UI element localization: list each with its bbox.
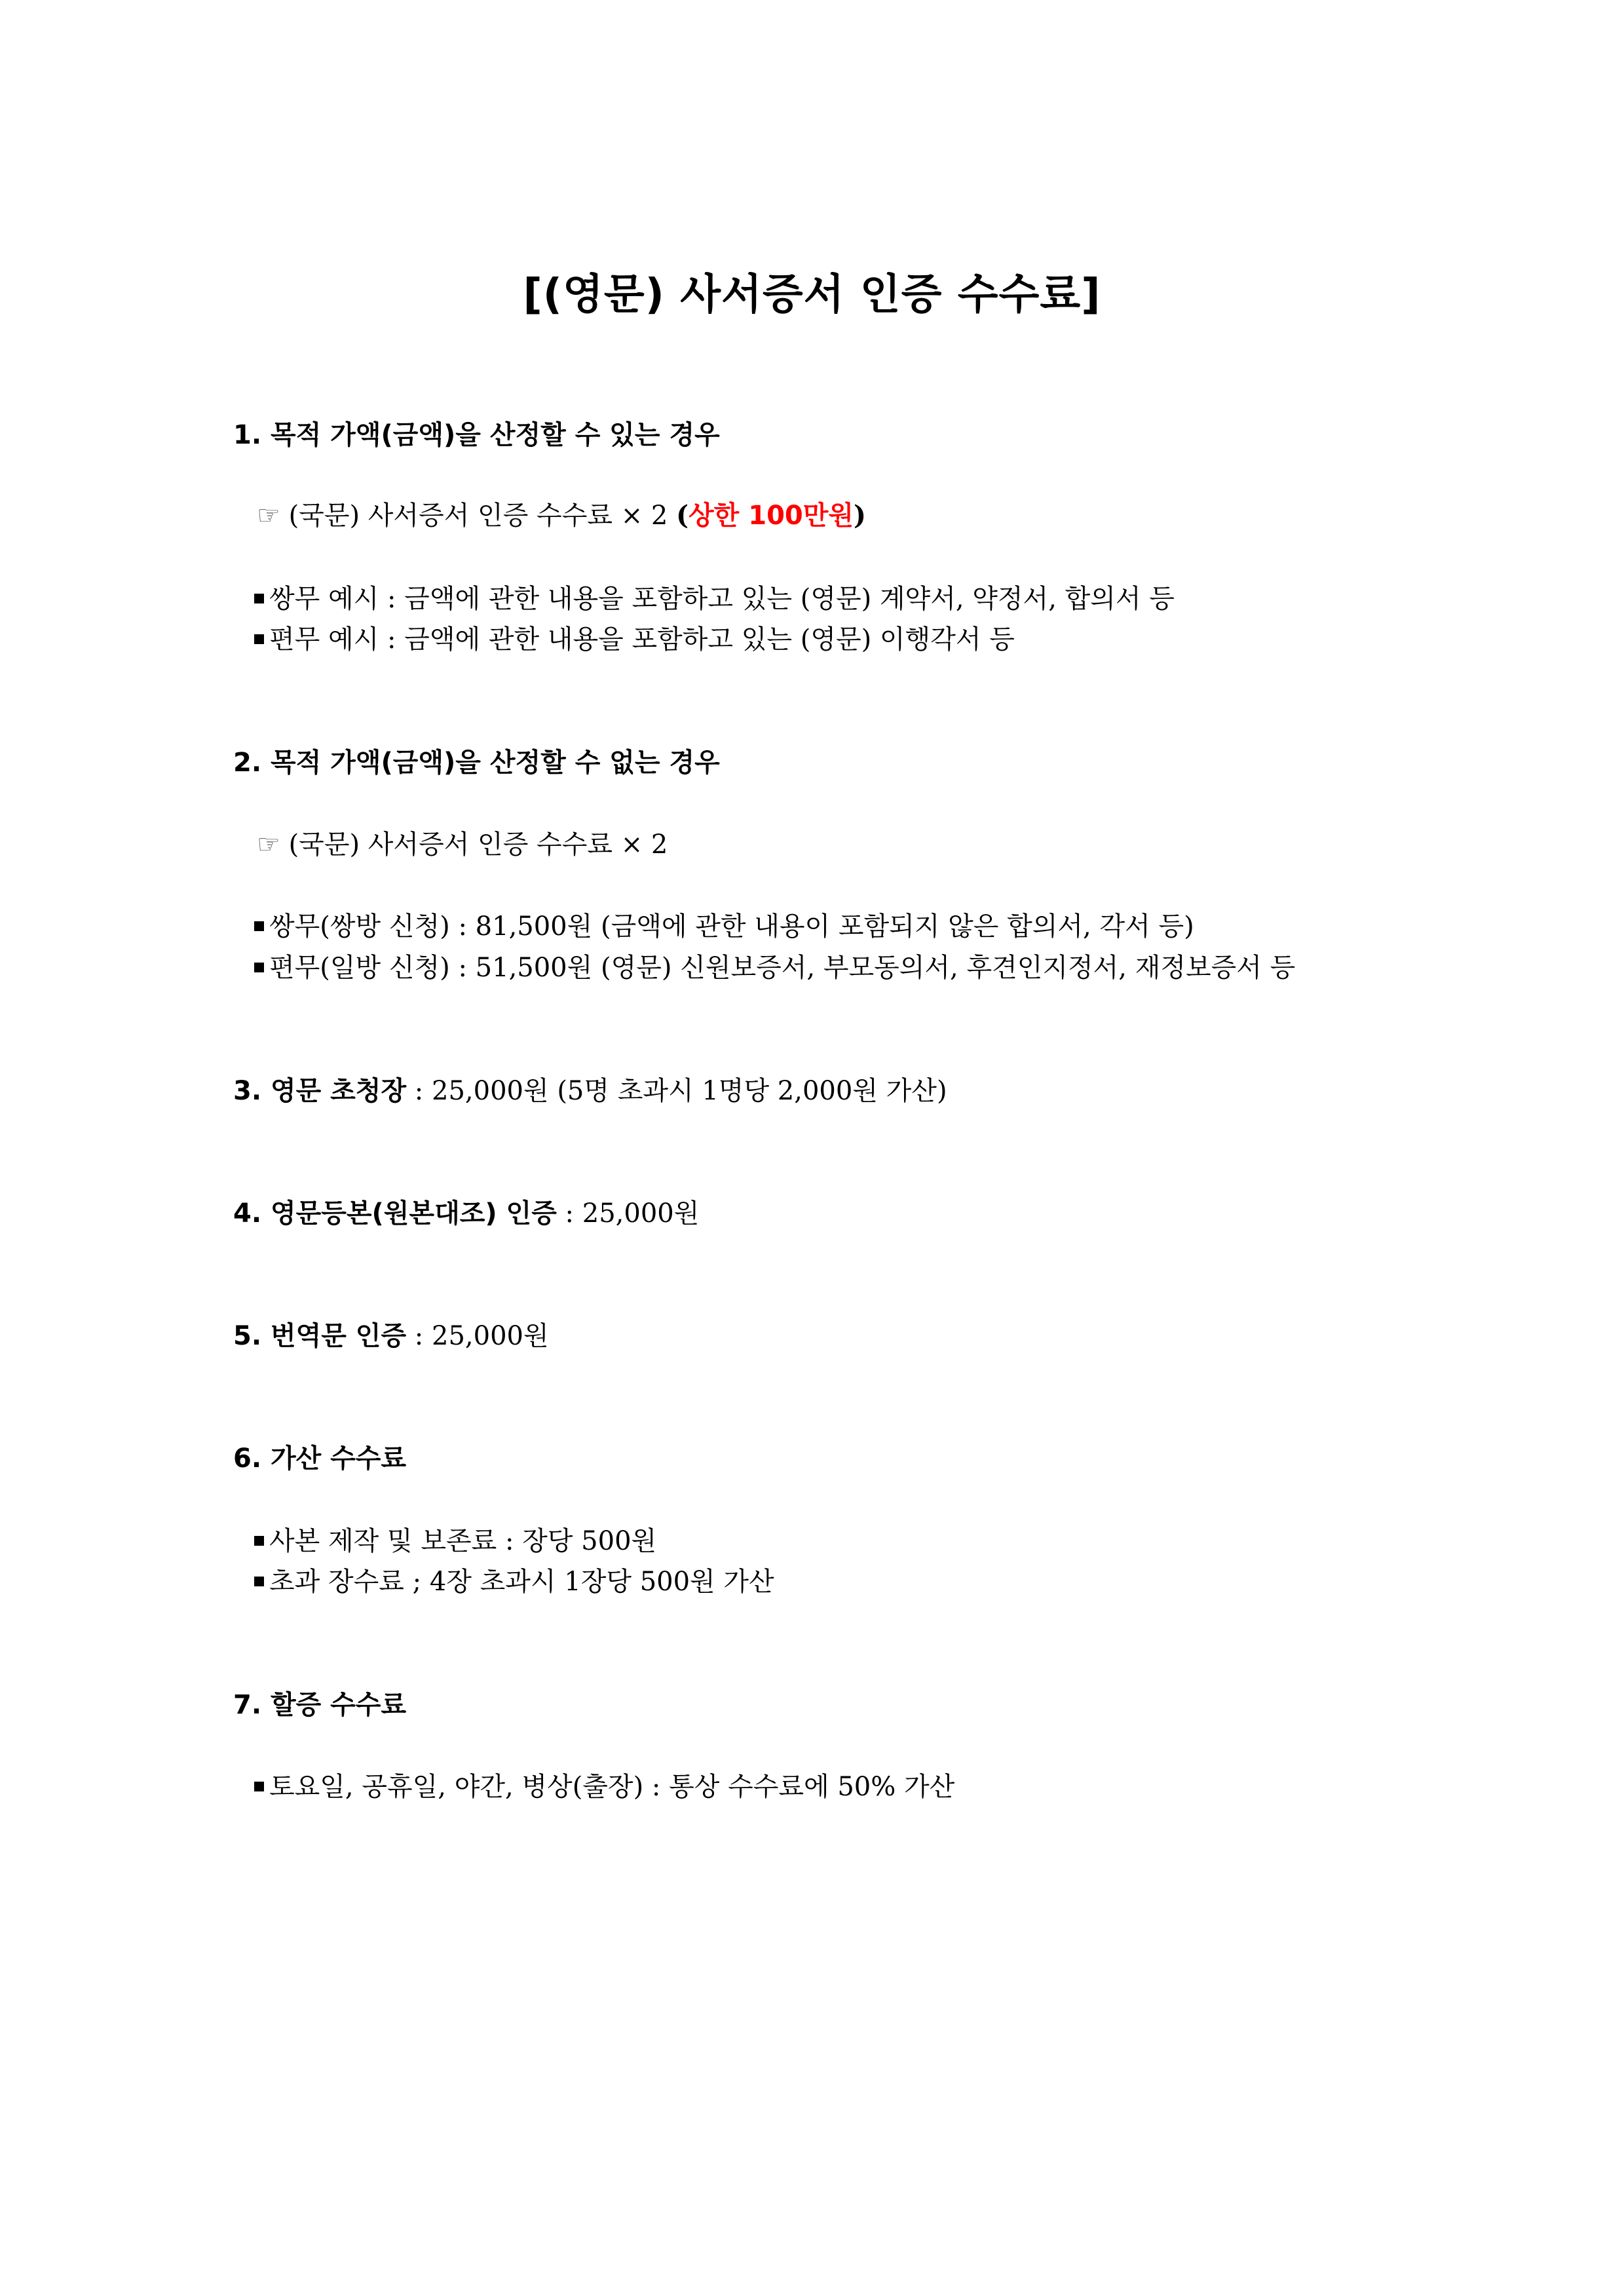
section-3-title: 3. 영문 초청장 — [233, 1076, 407, 1106]
list-item-text: 편무(일방 신청) : 51,500원 (영문) 신원보증서, 부모동의서, 후견인지정서, 재정보증서 등 — [269, 953, 1296, 983]
list-item-text: 쌍무 예시 : 금액에 관한 내용을 포함하고 있는 (영문) 계약서, 약정서, 합의서 등 — [269, 584, 1175, 614]
section-4-title: 4. 영문등본(원본대조) 인증 — [233, 1198, 557, 1229]
square-bullet-icon — [254, 1782, 264, 1791]
list-item — [254, 1520, 656, 1558]
paren-close: ) — [854, 500, 866, 531]
section-2-heading: 2. 목적 가액(금액)을 산정할 수 없는 경우 — [233, 748, 720, 778]
section-3-detail: : 25,000원 (5명 초과시 1명당 2,000원 가산) — [406, 1076, 947, 1106]
list-item — [254, 578, 1175, 615]
square-bullet-icon — [254, 921, 264, 931]
list-item-text: 초과 장수료 ; 4장 초과시 1장당 500원 가산 — [269, 1567, 774, 1597]
section-5-detail: : 25,000원 — [406, 1321, 549, 1351]
list-item-text: 쌍무(쌍방 신청) : 81,500원 (금액에 관한 내용이 포함되지 않은 합의서, 각서 등) — [269, 911, 1194, 942]
section-4-detail: : 25,000원 — [556, 1198, 700, 1229]
section-6-heading: 6. 가산 수수료 — [233, 1444, 407, 1474]
pointing-hand-icon: ☞ — [257, 501, 280, 531]
list-item-text: 사본 제작 및 보존료 : 장당 500원 — [269, 1526, 657, 1556]
list-item — [254, 947, 1295, 984]
section-2-pointer-text: (국문) 사서증서 인증 수수료 × 2 — [288, 830, 668, 860]
list-item-text: 토요일, 공휴일, 야간, 병상(출장) : 통상 수수료에 50% 가산 — [269, 1772, 955, 1802]
section-1-heading: 1. 목적 가액(금액)을 산정할 수 있는 경우 — [233, 420, 720, 450]
section-4-heading — [233, 1193, 699, 1230]
square-bullet-icon — [254, 1577, 264, 1586]
square-bullet-icon — [254, 963, 264, 972]
section-7-heading: 7. 할증 수수료 — [233, 1690, 407, 1720]
square-bullet-icon — [254, 1536, 264, 1546]
list-item — [254, 619, 1015, 656]
square-bullet-icon — [254, 594, 264, 603]
section-5-title: 5. 번역문 인증 — [233, 1321, 407, 1351]
list-item — [254, 906, 1194, 943]
section-3-heading — [233, 1070, 947, 1107]
section-1-pointer-line — [257, 495, 866, 532]
fee-cap-highlight: 상한 100만원 — [689, 501, 854, 531]
paren-open: ( — [676, 500, 689, 531]
list-item-text: 편무 예시 : 금액에 관한 내용을 포함하고 있는 (영문) 이행각서 등 — [269, 624, 1015, 655]
section-2-pointer-line — [257, 824, 668, 861]
section-1-pointer-text: (국문) 사서증서 인증 수수료 × 2 — [288, 501, 677, 531]
section-5-heading — [233, 1315, 549, 1352]
list-item — [254, 1561, 774, 1598]
pointing-hand-icon: ☞ — [257, 830, 280, 860]
square-bullet-icon — [254, 634, 264, 644]
list-item — [254, 1766, 954, 1803]
page-title: [(영문) 사서증서 인증 수수료] — [523, 271, 1101, 319]
